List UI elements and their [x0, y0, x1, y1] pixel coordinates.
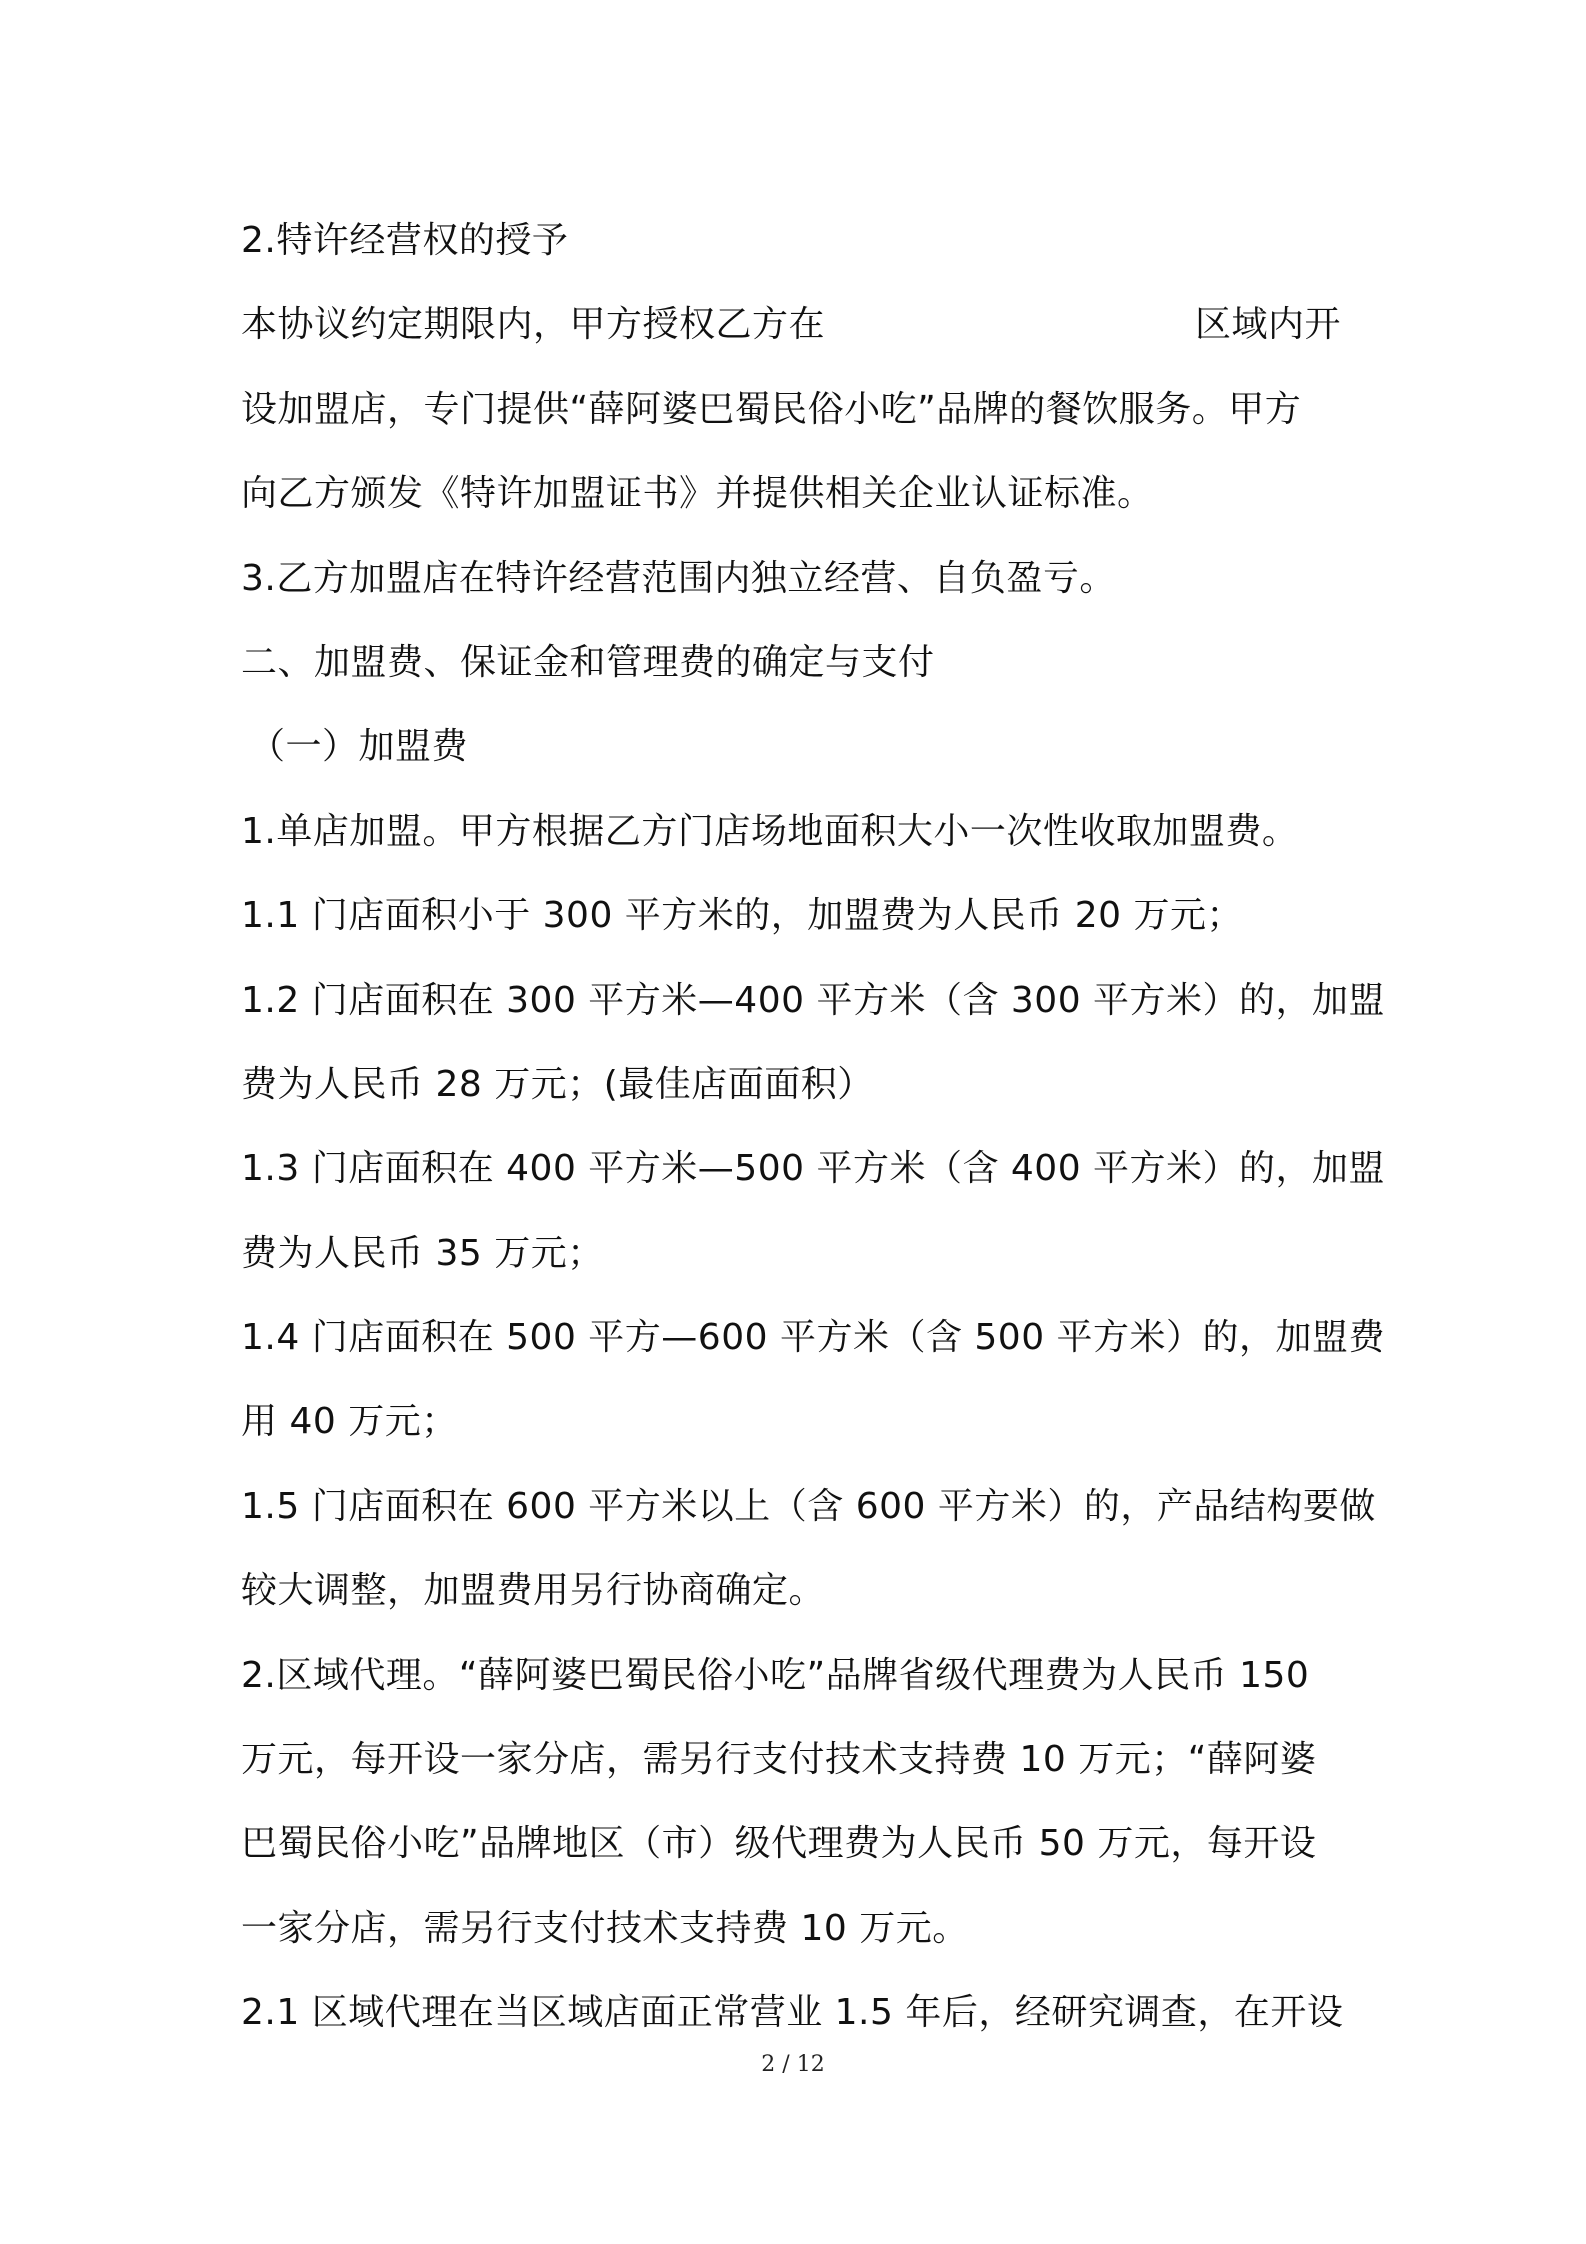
paragraph-line: 一家分店，需另行支付技术支持费 10 万元。: [241, 1907, 969, 1949]
paragraph-text: 区域内开: [1195, 304, 1342, 346]
document-body: [241, 199, 1386, 2056]
section-heading: 二、加盟费、保证金和管理费的确定与支付: [241, 641, 935, 683]
paragraph-line: 较大调整，加盟费用另行协商确定。: [241, 1570, 826, 1612]
paragraph-line: 用 40 万元；: [241, 1401, 458, 1443]
paragraph-line: 向乙方颁发《特许加盟证书》并提供相关企业认证标准。: [241, 473, 1154, 515]
paragraph-line: 费为人民币 35 万元；: [241, 1232, 604, 1274]
paragraph-line: [241, 283, 1361, 367]
page-number: 2 / 12: [761, 2052, 825, 2077]
clause-line: 3.乙方加盟店在特许经营范围内独立经营、自负盈亏。: [241, 557, 1116, 599]
clause-line: 2.区域代理。“薛阿婆巴蜀民俗小吃”品牌省级代理费为人民币 150: [241, 1654, 1310, 1696]
clause-line: 1.1 门店面积小于 300 平方米的，加盟费为人民币 20 万元；: [241, 895, 1243, 937]
subsection-heading: （一）加盟费: [249, 726, 469, 768]
paragraph-line: 设加盟店，专门提供“薛阿婆巴蜀民俗小吃”品牌的餐饮服务。甲方: [241, 388, 1302, 430]
paragraph-line: 费为人民币 28 万元；(最佳店面面积）: [241, 1063, 874, 1105]
clause-line: 2.1 区域代理在当区域店面正常营业 1.5 年后，经研究调查，在开设: [241, 1992, 1344, 2034]
clause-line: 1.2 门店面积在 300 平方米—400 平方米（含 300 平方米）的，加盟: [241, 979, 1386, 1021]
clause-heading: 2.特许经营权的授予: [241, 220, 569, 261]
paragraph-line: 万元，每开设一家分店，需另行支付技术支持费 10 万元；“薛阿婆: [241, 1739, 1317, 1781]
clause-line: 1.3 门店面积在 400 平方米—500 平方米（含 400 平方米）的，加盟: [241, 1148, 1386, 1190]
clause-line: 1.单店加盟。甲方根据乙方门店场地面积大小一次性收取加盟费。: [241, 810, 1299, 852]
clause-line: 1.4 门店面积在 500 平方—600 平方米（含 500 平方米）的，加盟费: [241, 1317, 1386, 1359]
paragraph-text: 本协议约定期限内，甲方授权乙方在: [241, 304, 826, 346]
paragraph-line: 巴蜀民俗小吃”品牌地区（市）级代理费为人民币 50 万元，每开设: [241, 1823, 1317, 1865]
clause-line: 1.5 门店面积在 600 平方米以上（含 600 平方米）的，产品结构要做: [241, 1485, 1376, 1527]
